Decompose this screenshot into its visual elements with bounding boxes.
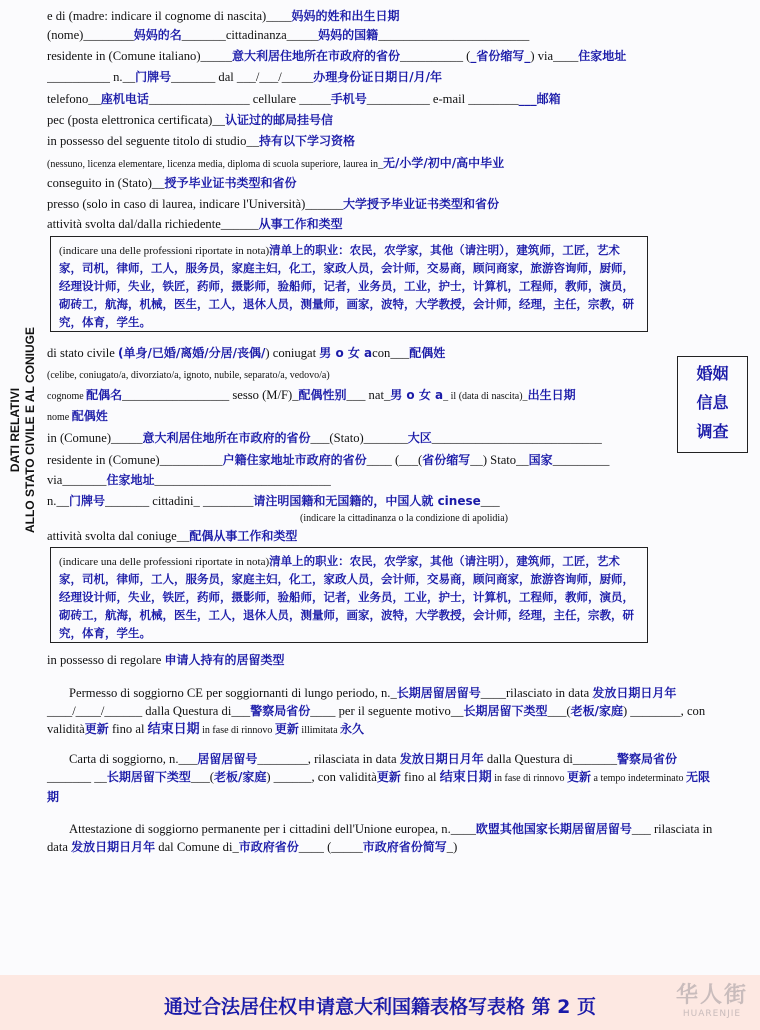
side-label-line2: ALLO STATO CIVILE E AL CONIUGE xyxy=(23,327,37,534)
profession-box-spouse: (indicare una delle professioni riportate in nota)清单上的职业：农民，农学家，其他（请注明），建筑师，工匠，艺术家，司机，律师，工人，服务员，家庭主妇，化工，家政人员，会计师，交易商，顾问商家，旅游咨询师，厨师，经理设计师，失业，铁匠，药师，摄影师，验船师，记者，业务员，工业，护士，计算机，工程师，教师，演员，砌砖工，航海，机械，医生，工人，退休人员，测量师，画家，波特，大学教授，会计师，经理，主任，宗教，研究，体育，学生。 xyxy=(50,547,648,643)
permit-long-term-paragraph: Permesso di soggiorno CE per soggiornanti di lungo periodo, n._长期居留居留号____rilasciato in data 发放日期日月年____/____/______ dalla Questura di___警察局省份____ per il seguente motivo__长期居留下类型___(老板/家庭) ________, con validità更新 fino al 结束日期 in fase di rinnovo 更新 illimitata 永久 xyxy=(47,686,706,737)
spouse-street-line: via_______住家地址____________________________ xyxy=(47,473,331,487)
mother-surname-line: e di (madre: indicare il cognome di nascita)____妈妈的姓和出生日期 xyxy=(47,9,400,23)
address-number-line: __________ n.__门牌号_______ dal ___/___/_____办理身份证日期日/月/年 xyxy=(47,70,442,84)
permit-type-line: in possesso di regolare 申请人持有的居留类型 xyxy=(47,653,285,667)
phone-line: telefono__座机电话________________ cellulare _____手机号__________ e-mail ___________邮箱 xyxy=(47,92,561,106)
study-title-line: in possesso del seguente titolo di studio__持有以下学习资格 xyxy=(47,134,356,148)
spouse-surname-line: cognome 配偶名_________________ sesso (M/F)_配偶性别___ nat_男 o 女 a_ il (data di nascita)_出生日期 xyxy=(47,388,576,402)
side-label xyxy=(8,305,38,555)
study-options-line: (nessuno, licenza elementare, licenza media, diploma di scuola superiore, laurea in_无/小学/初中/高中毕业 xyxy=(47,156,505,170)
watermark-logo xyxy=(676,978,748,1019)
side-label-line1: DATI RELATIVI xyxy=(8,387,22,473)
civil-status-line: di stato civile (单身/已婚/离婚/分居/丧偶/) coniugat 男 o 女 acon___配偶姓 xyxy=(47,346,446,360)
spouse-birthplace-line: in (Comune)_____意大利居住地所在市政府的省份___(Stato)_______大区___________________________ xyxy=(47,431,602,445)
watermark-text: 华人街 xyxy=(675,983,748,1008)
study-country-line: conseguito in (Stato)__授予毕业证书类型和省份 xyxy=(47,176,297,190)
mother-name-line: (nome)________妈妈的名_______cittadinanza_____妈妈的国籍________________________ xyxy=(47,28,530,42)
footer-title: 通过合法居住权申请意大利国籍表格写表格 第 2 页 xyxy=(163,996,597,1018)
citizenship-hint: (indicare la cittadinanza o la condizione di apolidia) xyxy=(300,513,508,524)
footer-banner xyxy=(0,975,760,1030)
pec-line: pec (posta elettronica certificata)__认证过的邮局挂号信 xyxy=(47,113,333,127)
residence-line: residente in (Comune italiano)_____意大利居住地所在市政府的省份__________ (_省份缩写_) via____住家地址 xyxy=(47,49,627,63)
spouse-residence-line: residente in (Comune)__________户籍住家地址市政府的省份____ (___(省份缩写__) Stato__国家_________ xyxy=(47,453,610,467)
civil-status-options-line: (celibe, coniugato/a, divorziato/a, ignoto, nubile, separato/a, vedovo/a) xyxy=(47,370,330,381)
university-line: presso (solo in caso di laurea, indicare l'Università)______大学授予毕业证书类型和省份 xyxy=(47,197,500,211)
applicant-activity-line: attività svolta dal/dalla richiedente______从事工作和类型 xyxy=(47,217,343,231)
spouse-citizenship-line: n.__门牌号_______ cittadini_ ________请注明国籍和无国籍的，中国人就 cinese___ xyxy=(47,494,500,508)
marriage-info-badge: 婚姻 信息 调查 xyxy=(677,356,748,453)
eu-permanent-paragraph: Attestazione di soggiorno permanente per i cittadini dell'Unione europea, n.____欧盟其他国家长期居留居留号___ rilasciata in data 发放日期日月年 dal Comune di_市政府省份____ (_____市政府省份简写_) xyxy=(47,822,713,854)
profession-box-applicant: (indicare una delle professioni riportate in nota)清单上的职业：农民，农学家，其他（请注明），建筑师，工匠，艺术家，司机，律师，工人，服务员，家庭主妇，化工，家政人员，会计师，交易商，顾问商家，旅游咨询师，厨师，经理设计师，失业，铁匠，药师，摄影师，验船师，记者，业务员，工业，护士，计算机，工程师，教师，演员，砌砖工，航海，机械，医生，工人，退休人员，测量师，画家，波特，大学教授，会计师，经理，主任，宗教，研究，体育，学生。 xyxy=(50,236,648,332)
residence-card-paragraph: Carta di soggiorno, n.___居留居留号________, rilasciata in data 发放日期日月年 dalla Questura di_______警察局省份_______ __长期居留下类型___(老板/家庭) ______, con validità更新 fino al 结束日期 in fase di rinnovo 更新 a tempo indeterminato 无限期 xyxy=(47,752,710,804)
spouse-name-line: nome 配偶姓 xyxy=(47,409,108,423)
spouse-activity-line: attività svolta dal coniuge__配偶从事工作和类型 xyxy=(47,529,298,543)
watermark-subtext: HUARENJIE xyxy=(682,1009,742,1019)
